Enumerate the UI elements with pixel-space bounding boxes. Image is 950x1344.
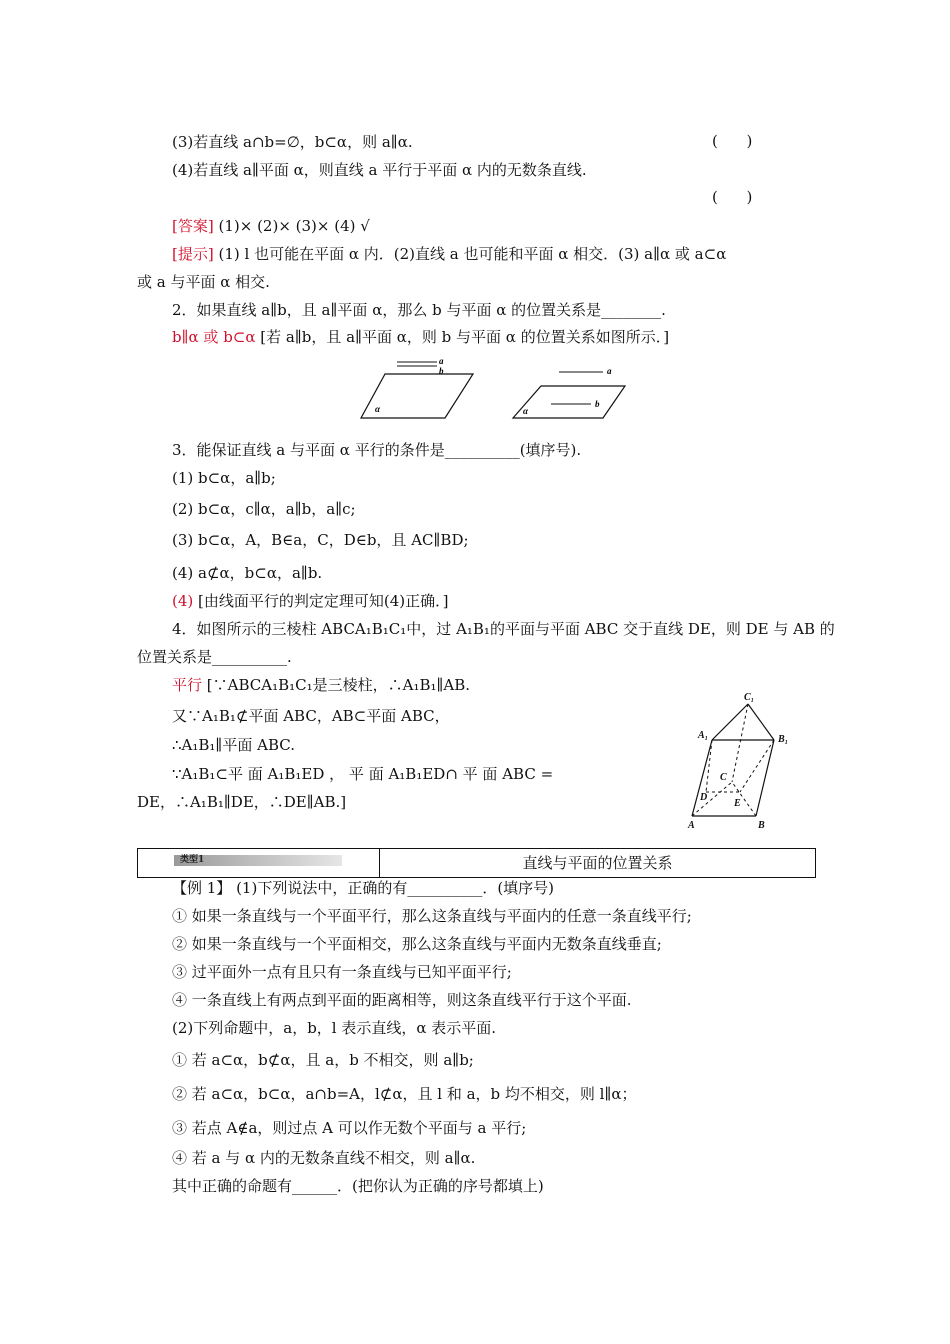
p3-option-2: (2) b⊂α，c∥α，a∥b，a∥c; [172,500,356,518]
p4-proof-line-3: ∴A₁B₁∥平面 ABC. [172,736,295,754]
p3-option-4: (4) a⊄α，b⊂α，a∥b. [172,564,323,582]
label-a-left: a [439,356,444,366]
p4-question-2: 位置关系是__________. [137,648,292,666]
example-1-part-2-item-3: ③ 若点 A∉a，则过点 A 可以作无数个平面与 a 平行; [172,1119,527,1137]
plane-figure-left [361,356,473,418]
label-A1: A₁ [698,730,709,741]
plane-figure-right [513,366,625,418]
label-a-right: a [607,366,612,376]
example-1-part-2-item-4: ④ 若 a 与 α 内的无数条直线不相交，则 a∥α. [172,1149,476,1167]
p3-option-3: (3) b⊂α，A，B∈a，C，D∈b，且 AC∥BD; [172,531,469,549]
p4-proof-line-5: DE，∴A₁B₁∥DE，∴DE∥AB.] [137,793,347,811]
hint-text: (1) l 也可能在平面 α 内．(2)直线 a 也可能和平面 α 相交．(3) a∥α 或 a⊂α [213,245,727,263]
answer-label: [答案] [172,217,214,235]
label-E: E [734,798,741,809]
p4-proof-line-2: 又∵A₁B₁⊄平面 ABC，AB⊂平面 ABC， [172,707,450,725]
p3-answer-text: [由线面平行的判定定理可知(4)正确．] [193,592,449,610]
label-b-right: b [595,399,600,409]
p2-answer-text: [若 a∥b，且 a∥平面 α，则 b 与平面 α 的位置关系如图所示．] [255,328,670,346]
example-1-item-1: ① 如果一条直线与一个平面平行，那么这条直线与平面内的任意一条直线平行; [172,907,692,925]
label-C: C [720,772,727,783]
label-A: A [688,820,695,830]
p4-answer-label: 平行 [172,676,203,694]
p4-question-1: 4．如图所示的三棱柱 ABCA₁B₁C₁中，过 A₁B₁的平面与平面 ABC 交于直线 DE，则 DE 与 AB 的 [172,620,835,638]
example-1-end: 其中正确的命题有______．(把你认为正确的序号都填上) [172,1177,544,1195]
section-title: 直线与平面的位置关系 [522,854,673,872]
label-b-left: b [439,366,444,376]
example-1-item-2: ② 如果一条直线与一个平面相交，那么这条直线与平面内无数条直线垂直; [172,935,662,953]
example-1-part-2: (2)下列命题中，a，b，l 表示直线，α 表示平面. [172,1019,497,1037]
label-alpha-left: α [375,404,380,414]
p2-answer-line [172,327,669,347]
p3-answer-label: (4) [172,592,194,610]
prism-figure [684,688,804,830]
section-tag-cell [138,849,380,877]
answer-line [172,216,370,236]
p4-proof-line-4: ∵A₁B₁⊂平 面 A₁B₁ED ， 平 面 A₁B₁ED∩ 平 面 ABC = [172,765,554,783]
example-1-item-4: ④ 一条直线上有两点到平面的距离相等，则这条直线平行于这个平面. [172,991,632,1009]
example-1-part-2-item-2: ② 若 a⊂α，b⊂α，a∩b=A，l⊄α，且 l 和 a，b 均不相交，则 l∥α； [172,1085,637,1103]
label-B: B [758,820,765,830]
p3-option-1: (1) b⊂α，a∥b; [172,469,276,487]
p4-answer-text: [∵ABCA₁B₁C₁是三棱柱，∴A₁B₁∥AB. [202,676,471,694]
label-C1: C₁ [744,692,755,703]
label-D: D [700,792,708,803]
p2-question: 2．如果直线 a∥b，且 a∥平面 α，那么 b 与平面 α 的位置关系是________. [172,301,666,319]
section-tag-text: 类型1 [180,855,205,865]
example-1-part-2-item-1: ① 若 a⊂α，b⊄α，且 a，b 不相交，则 a∥b; [172,1051,474,1069]
hint-line [172,244,726,264]
example-1-title: 【例 1】 (1)下列说法中，正确的有__________．(填序号) [172,879,555,897]
p2-answer-label: b∥α 或 b⊂α [172,328,256,346]
example-1-item-3: ③ 过平面外一点有且只有一条直线与已知平面平行; [172,963,512,981]
answer-text: (1)× (2)× (3)× (4) √ [213,217,370,235]
section-header-box [137,848,816,878]
q3-line: (3)若直线 a∩b=∅，b⊂α，则 a∥α. [172,133,413,151]
hint-label: [提示] [172,245,214,263]
hint-line-2: 或 a 与平面 α 相交. [137,273,270,291]
q4-answer-paren: ( ) [712,188,753,206]
plane-figure [355,352,645,424]
label-alpha-right: α [523,406,528,416]
p3-answer-line [172,591,448,611]
p4-answer-line [172,675,470,695]
p3-question: 3．能保证直线 a 与平面 α 平行的条件是__________(填序号). [172,441,582,459]
label-B1: B₁ [778,734,789,745]
q3-answer-paren: ( ) [712,132,753,150]
q4-line: (4)若直线 a∥平面 α，则直线 a 平行于平面 α 内的无数条直线. [172,161,587,179]
